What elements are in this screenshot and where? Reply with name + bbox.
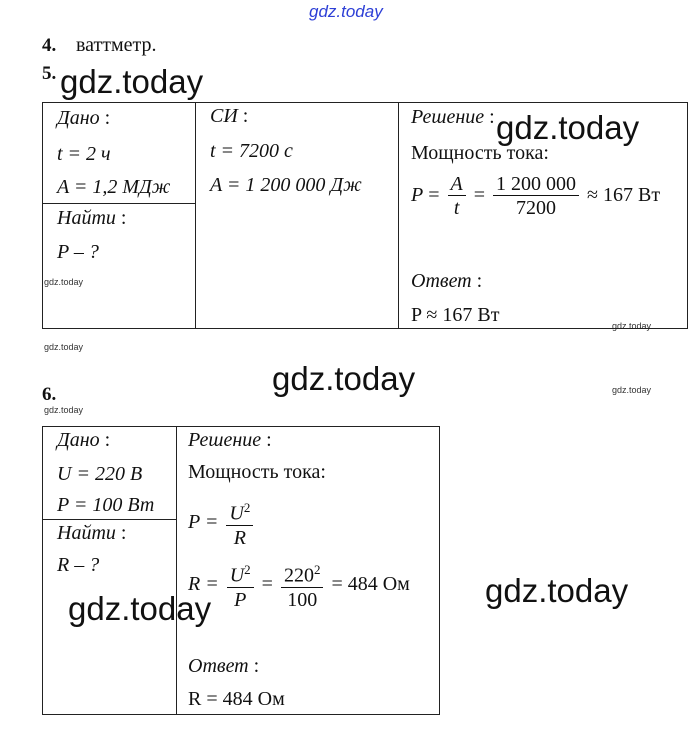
watermark-small-2: gdz.today [612,321,652,331]
task5-given-heading: Дано : [57,107,111,129]
watermark-small-1: gdz.today [44,277,84,287]
task5-si-cell [196,103,399,329]
task4-answer: ваттметр. [76,34,157,56]
task5-formula: P = $\frac{A}{t}$ = $\frac{1 200 000}{7200}$ ≈ 167 Вт [411,173,661,219]
task5-given-t: t = 2 ч [57,143,111,165]
task5-find-heading: Найти : [57,207,127,229]
task5-si-heading: СИ : [210,105,249,127]
task6-table [42,426,440,715]
task6-answer-heading: Ответ : [188,655,260,677]
task5-table [42,102,688,329]
task5-solution-heading: Решение : [411,106,495,128]
watermark-large-5: gdz.today [485,572,629,609]
task5-given-cell [43,103,196,204]
watermark-top: gdz.today [309,2,383,21]
task6-find-cell [43,520,177,715]
watermark-large-4: gdz.today [68,590,212,627]
task6-given-P: P = 100 Вт [57,494,155,516]
watermark-large-2: gdz.today [496,109,640,146]
task5-solution-text: Мощность тока: [411,142,549,164]
task6-given-cell [43,427,177,520]
task5-answer-heading: Ответ : [411,270,483,292]
task5-number: 5. [42,63,57,84]
task6-given-heading: Дано : [57,429,111,451]
task4-number: 4. [42,35,57,56]
watermark-large-3: gdz.today [272,360,416,397]
watermark-small-5: gdz.today [44,405,84,415]
task6-answer-text: R = 484 Ом [188,688,285,710]
task5-find-cell [43,204,196,329]
task6-solution-heading: Решение : [188,429,272,451]
watermark-small-4: gdz.today [612,385,652,395]
task6-formula-1: P = $\frac{U^2}{R}$ [188,497,256,550]
task6-solution-cell [177,427,440,715]
watermark-small-3: gdz.today [44,342,84,352]
task6-find-R: R – ? [57,554,100,576]
task6-formula-2: R = $\frac{U^2}{P}$ = $\frac{220^2}{100}$ = 484 Ом [188,559,410,612]
task5-solution-cell [399,103,688,329]
task6-number: 6. [42,384,57,405]
task5-given-A: A = 1,2 МДж [57,176,171,198]
task5-find-P: P – ? [57,241,99,263]
task6-given-U: U = 220 В [57,463,143,485]
watermark-large-1: gdz.today [60,63,204,100]
task5-answer-text: P ≈ 167 Вт [411,304,500,326]
task5-si-t: t = 7200 с [210,140,293,162]
task6-solution-text: Мощность тока: [188,461,326,483]
task5-si-A: A = 1 200 000 Дж [210,174,362,196]
task6-find-heading: Найти : [57,522,127,544]
